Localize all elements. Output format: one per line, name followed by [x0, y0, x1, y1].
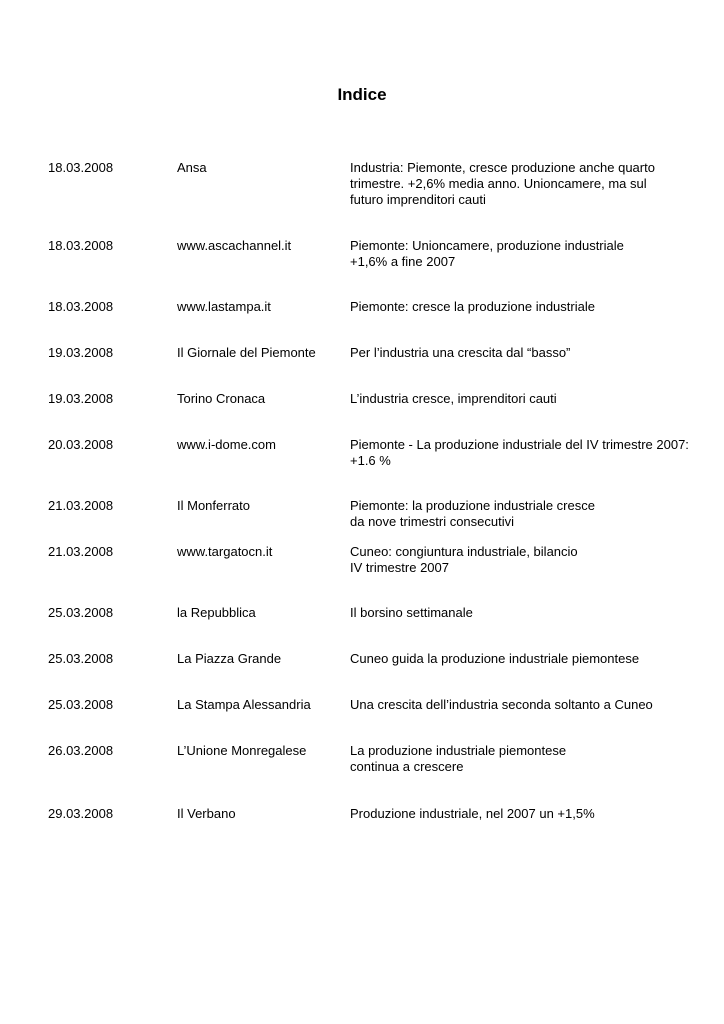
entry-headline-line: +1,6% a fine 2007: [350, 254, 456, 269]
entry-headline-line: IV trimestre 2007: [350, 560, 449, 575]
entry-headline: [350, 498, 710, 530]
entry-headline-line: Per l’industria una crescita dal “basso”: [350, 345, 571, 360]
entry-source: Torino Cronaca: [177, 391, 266, 406]
entry-headline: [350, 238, 710, 270]
entry-headline-line: Piemonte - La produzione industriale del IV trimestre 2007:: [350, 437, 689, 452]
entry-source: L’Unione Monregalese: [177, 743, 307, 758]
entry-date: 18.03.2008: [48, 238, 114, 253]
entry-headline-line: continua a crescere: [350, 759, 464, 774]
entry-date: 29.03.2008: [48, 806, 114, 821]
entry-source: www.lastampa.it: [177, 299, 271, 314]
entry-date: 20.03.2008: [48, 437, 114, 452]
entry-headline-line: Cuneo: congiuntura industriale, bilancio: [350, 544, 578, 559]
page-title: Indice: [337, 85, 387, 104]
entry-headline-line: La produzione industriale piemontese: [350, 743, 567, 758]
entry-date: 18.03.2008: [48, 299, 114, 314]
entry-headline: [350, 544, 710, 576]
entry-headline: [350, 605, 710, 621]
entry-headline-line: Industria: Piemonte, cresce produzione anche quarto: [350, 160, 655, 175]
entry-headline: [350, 299, 710, 315]
entry-headline-line: trimestre. +2,6% media anno. Unioncamere, ma sul: [350, 176, 647, 191]
entry-headline-line: +1.6 %: [350, 453, 391, 468]
entry-headline-line: L’industria cresce, imprenditori cauti: [350, 391, 557, 406]
entry-headline-line: Piemonte: cresce la produzione industriale: [350, 299, 595, 314]
entry-headline-line: Il borsino settimanale: [350, 605, 473, 620]
entry-date: 25.03.2008: [48, 605, 114, 620]
entry-headline-line: Cuneo guida la produzione industriale piemontese: [350, 651, 640, 666]
entry-source: La Piazza Grande: [177, 651, 282, 666]
entry-headline-line: futuro imprenditori cauti: [350, 192, 486, 207]
entry-date: 26.03.2008: [48, 743, 114, 758]
entry-source: www.ascachannel.it: [177, 238, 292, 253]
entry-headline-line: Piemonte: Unioncamere, produzione industriale: [350, 238, 624, 253]
entry-date: 21.03.2008: [48, 498, 114, 513]
entry-headline: [350, 437, 710, 469]
entry-date: 25.03.2008: [48, 697, 114, 712]
entry-source: Il Monferrato: [177, 498, 250, 513]
entry-date: 19.03.2008: [48, 345, 114, 360]
entry-source: La Stampa Alessandria: [177, 697, 311, 712]
entry-headline-line: da nove trimestri consecutivi: [350, 514, 515, 529]
entry-date: 18.03.2008: [48, 160, 114, 175]
entry-date: 25.03.2008: [48, 651, 114, 666]
entry-headline-line: Produzione industriale, nel 2007 un +1,5%: [350, 806, 595, 821]
entry-date: 21.03.2008: [48, 544, 114, 559]
entry-headline: [350, 160, 710, 208]
entry-source: Il Giornale del Piemonte: [177, 345, 316, 360]
entry-headline-line: Una crescita dell’industria seconda soltanto a Cuneo: [350, 697, 653, 712]
entry-date: 19.03.2008: [48, 391, 114, 406]
entry-headline: [350, 391, 710, 407]
entry-headline-line: Piemonte: la produzione industriale cresce: [350, 498, 595, 513]
entry-headline: [350, 697, 710, 713]
entry-source: Il Verbano: [177, 806, 236, 821]
entry-headline: [350, 743, 710, 775]
entry-source: Ansa: [177, 160, 207, 175]
entry-source: www.i-dome.com: [177, 437, 276, 452]
entry-source: www.targatocn.it: [177, 544, 273, 559]
entry-source: la Repubblica: [177, 605, 256, 620]
entry-headline: [350, 651, 710, 667]
entry-headline: [350, 806, 710, 822]
entry-headline: [350, 345, 710, 361]
